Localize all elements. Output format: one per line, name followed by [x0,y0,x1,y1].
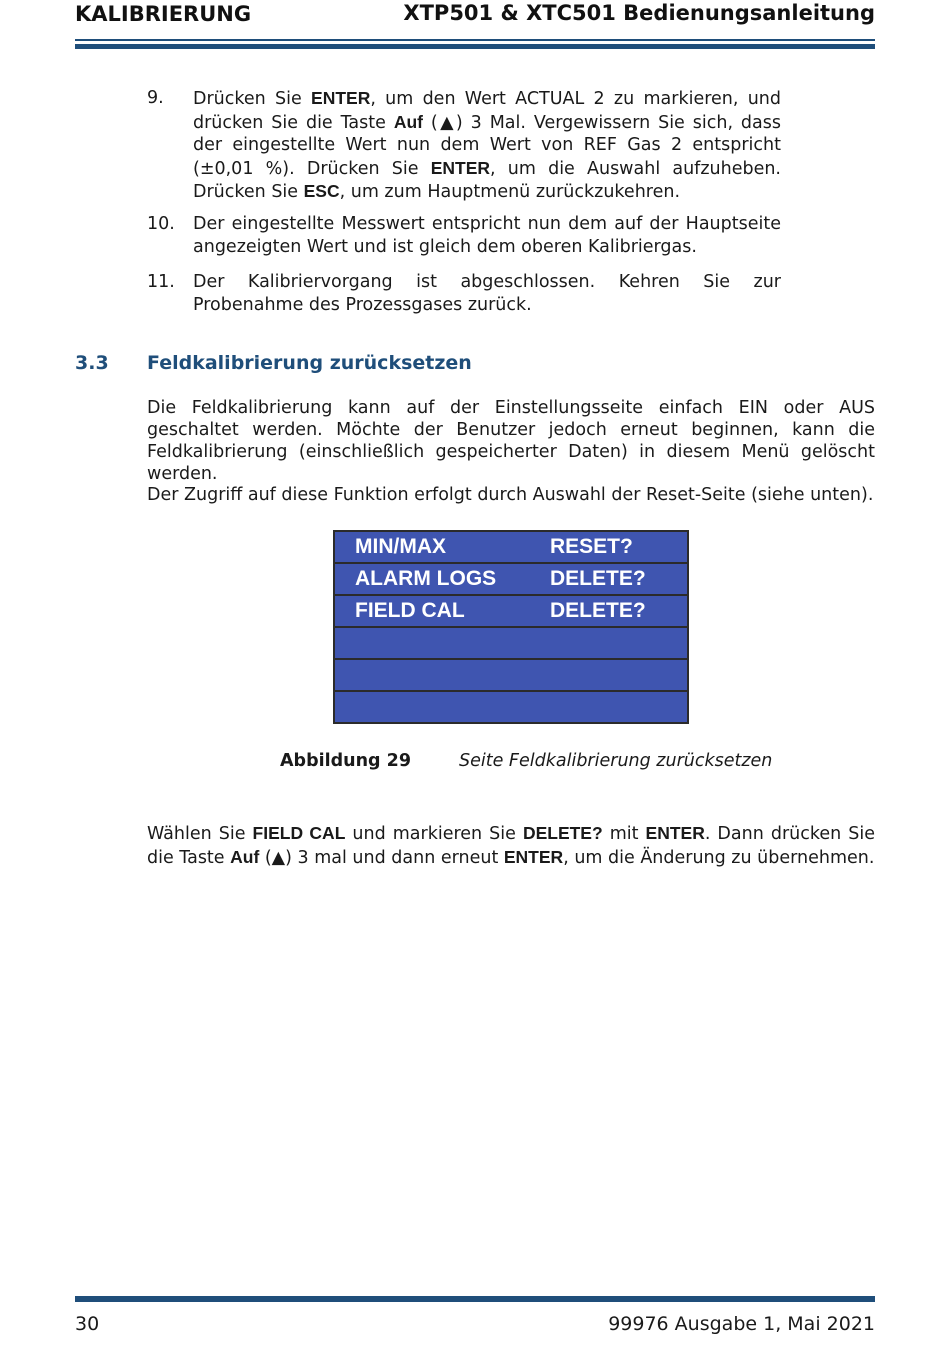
text-run: , um zum Hauptmenü zurückzukehren. [339,182,681,202]
step-text: Der eingestellte Messwert entspricht nun dem auf der Hauptseite angezeigten Wert und ist gleich dem oberen Kalibriergas. [193,214,781,257]
lcd-action: RESET? [550,535,633,558]
lcd-row-empty [335,692,687,722]
page-number: 30 [75,1313,100,1335]
footer-rule [75,1296,875,1302]
key-enter: ENTER [503,847,564,867]
text-run: , um die Änderung zu übernehmen. [563,848,875,868]
key-enter: ENTER [645,823,705,843]
step-text [193,87,781,204]
section-title: Feldkalibrierung zurücksetzen [147,352,472,374]
step-10 [147,213,781,258]
lcd-label: ALARM LOGS [355,567,497,590]
lcd-action: DELETE? [550,567,646,590]
step-number: 9. [147,88,164,108]
lcd-row-field-cal [335,596,687,626]
figure-caption: Seite Feldkalibrierung zurücksetzen [459,751,773,771]
lcd-row-empty [335,628,687,658]
key-esc: ESC [303,181,340,201]
header-section-title: KALIBRIERUNG [75,2,252,26]
header-rule-thick [75,44,875,49]
lcd-row-alarm-logs [335,564,687,594]
key-auf: Auf [230,847,260,867]
lcd-row-minmax [335,532,687,562]
header-rule-thin [75,39,875,41]
key-auf: Auf [393,111,423,132]
lcd-reset-screen [333,530,689,724]
paragraph-instructions [147,822,875,870]
paragraph-intro: Die Feldkalibrierung kann auf der Einstellungsseite einfach EIN oder AUS geschaltet werden. Möchte der Benutzer jedoch erneut beginnen, kann die Feldkalibrierung (einschließlich gespeicherter Daten) in diesem Menü gelöscht werden. [147,398,875,484]
lcd-label: MIN/MAX [355,535,446,558]
lcd-label: FIELD CAL [355,599,465,622]
text-run: (▲) 3 mal und dann erneut [259,848,504,868]
step-number: 11. [147,272,175,292]
header-manual-title: XTP501 & XTC501 Bedienungsanleitung [403,1,875,25]
figure-label: Abbildung 29 [280,751,412,771]
key-delete: DELETE? [522,823,603,843]
text-run: Drücken Sie [193,89,312,109]
section-number: 3.3 [75,352,109,374]
lcd-action: DELETE? [550,599,646,622]
edition-info: 99976 Ausgabe 1, Mai 2021 [608,1313,875,1335]
text-run: und markieren Sie [345,824,523,844]
step-11 [147,271,781,316]
lcd-row-empty [335,660,687,690]
text-run: , um den Wert ACTUAL 2 zu markieren, und drücken Sie die Taste [193,89,781,133]
step-text: Der Kalibriervorgang ist abgeschlossen. Kehren Sie zur Probenahme des Prozessgases zurück. [193,272,781,315]
step-number: 10. [147,214,175,234]
text-run: (▲) 3 Mal. Vergewissern Sie sich, dass der eingestellte Wert nun dem Wert von REF Gas 2 entspricht (±0,01 %). Drücken Sie [193,112,781,179]
step-9 [147,87,781,204]
text-run: . Dann drücken Sie die Taste [147,824,875,868]
key-enter: ENTER [430,157,491,178]
text-run: Wählen Sie [147,824,253,844]
paragraph-access: Der Zugriff auf diese Funktion erfolgt durch Auswahl der Reset-Seite (siehe unten). [147,485,874,505]
key-field-cal: FIELD CAL [252,823,346,843]
key-enter: ENTER [311,88,371,108]
text-run: mit [602,824,646,844]
text-run: , um die Auswahl aufzuheben. Drücken Sie [193,158,781,202]
